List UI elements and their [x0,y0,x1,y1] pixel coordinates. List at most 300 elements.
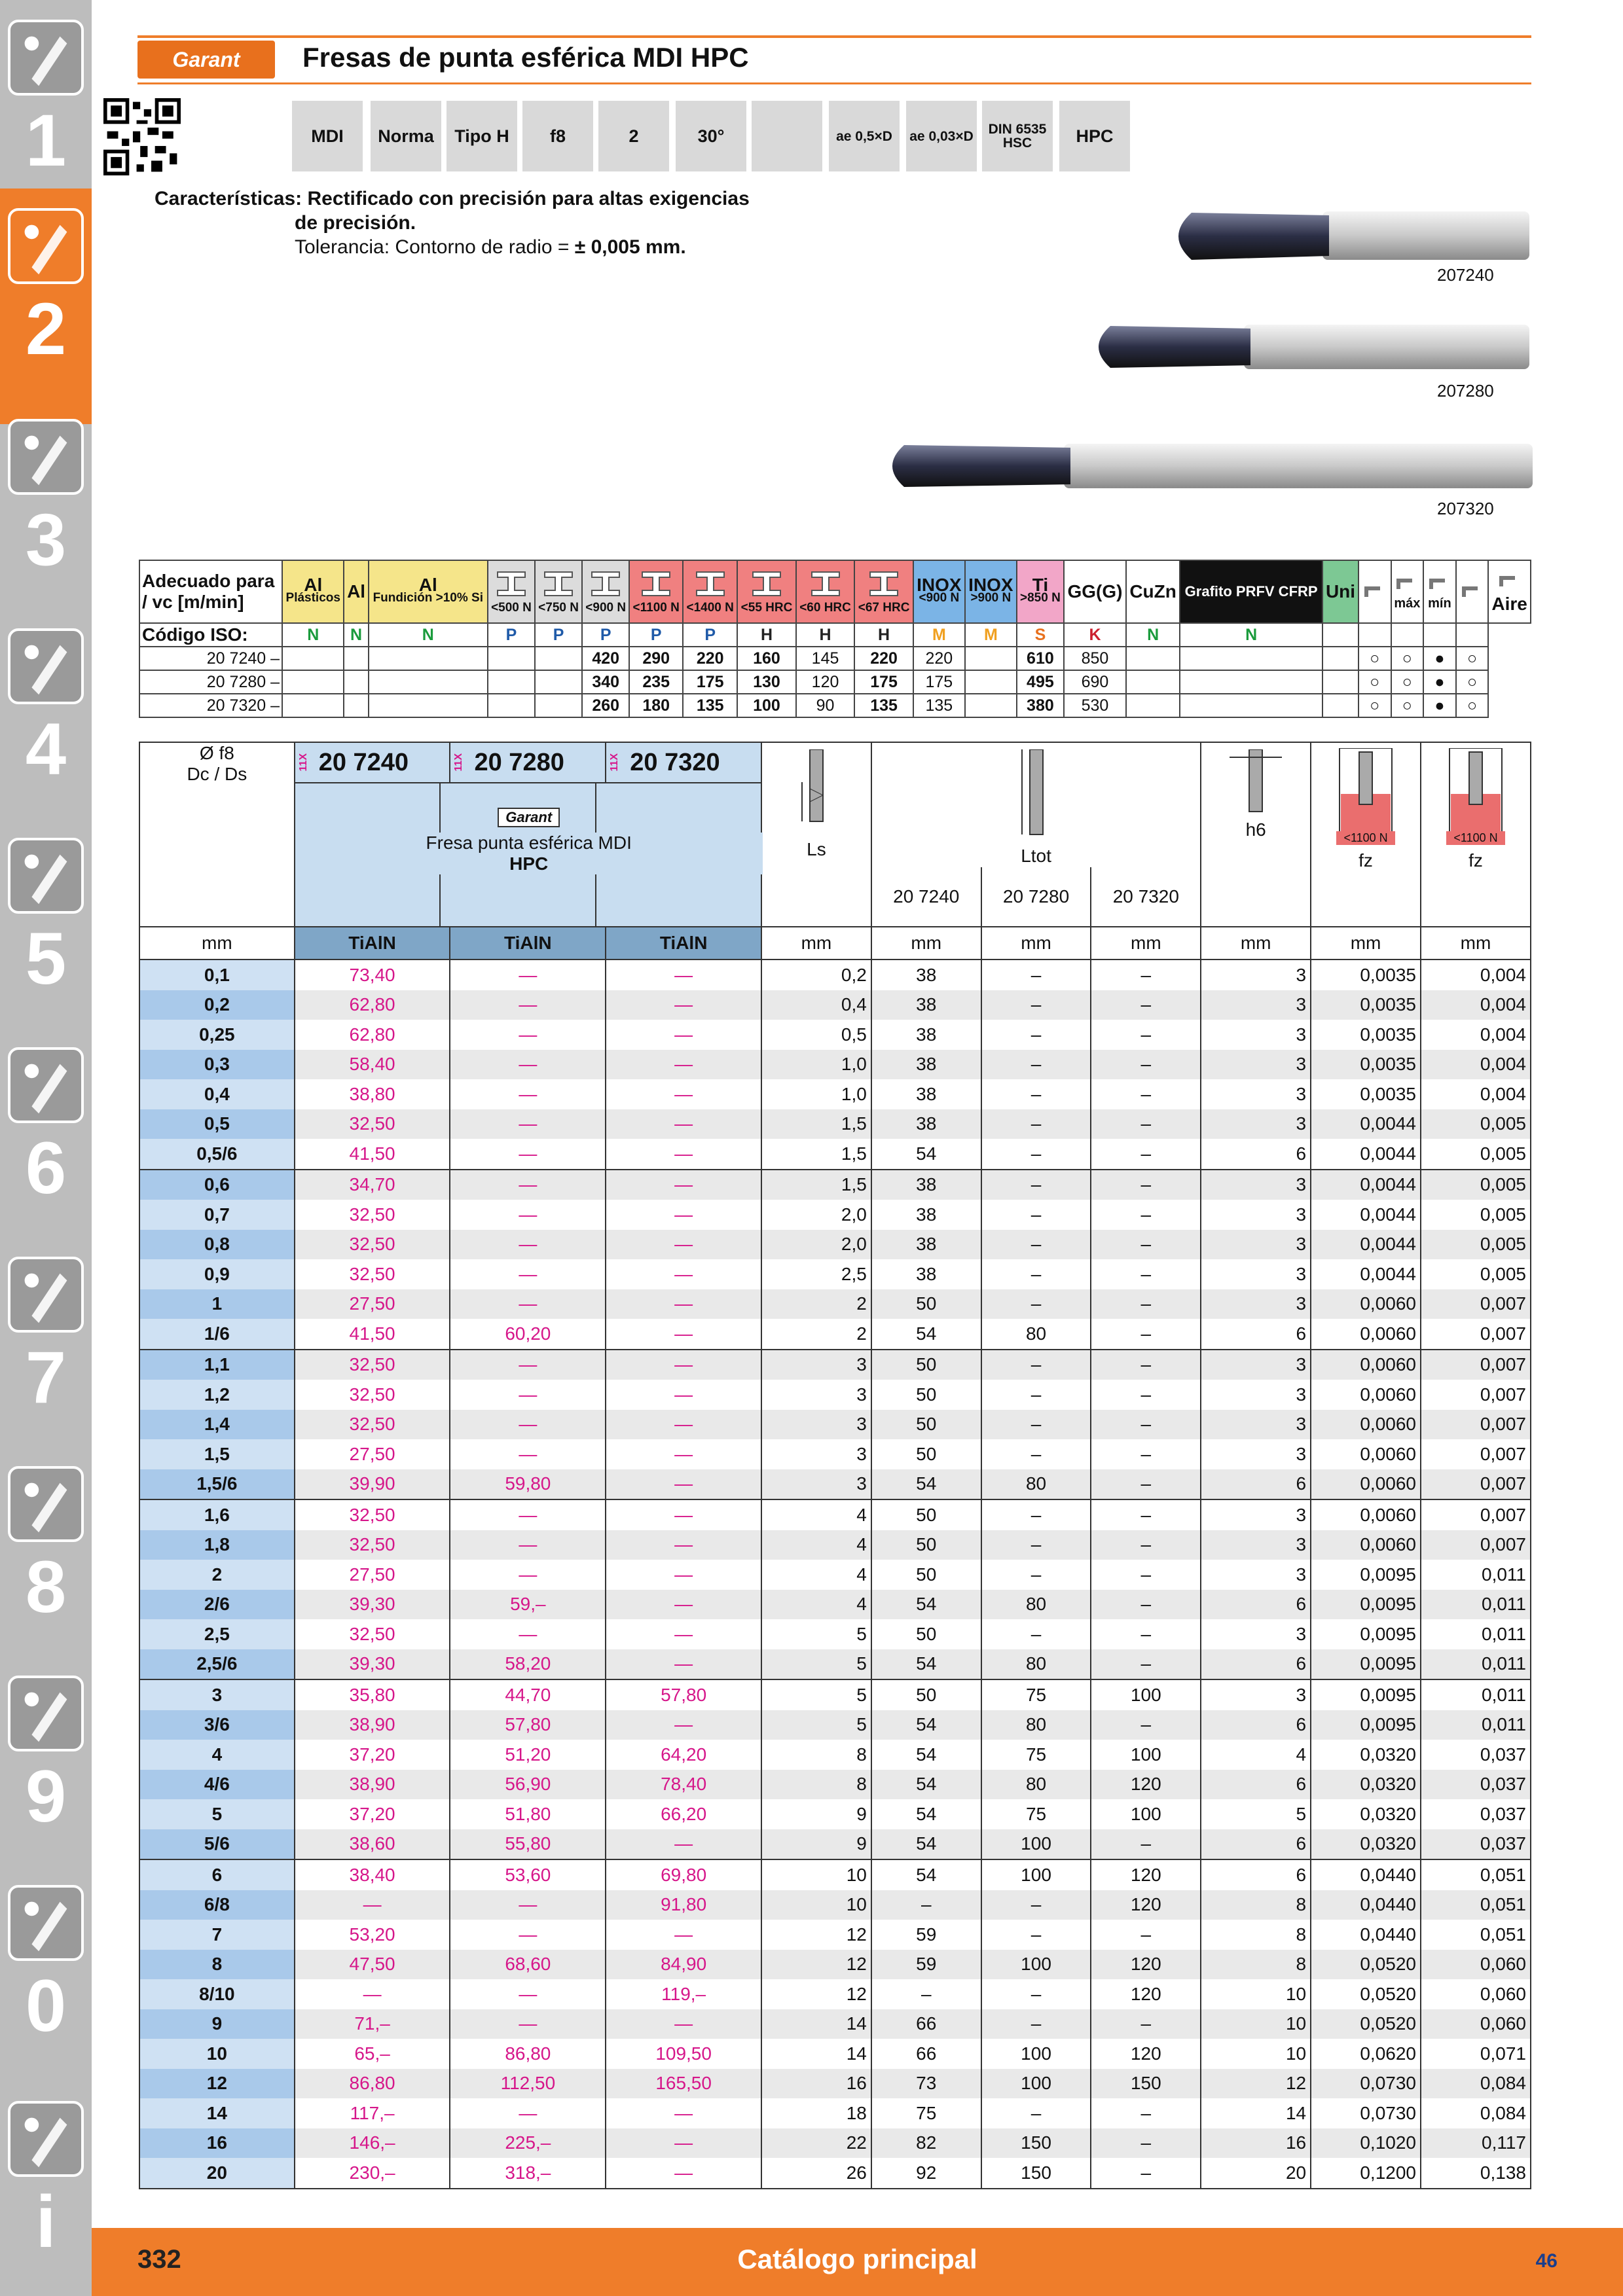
chapter-icon [8,419,84,495]
price-cell[interactable]: — [606,1350,761,1380]
price-cell[interactable]: — [606,2009,761,2039]
price-cell[interactable]: 91,80 [606,1890,761,1920]
dimension-cell: 120 [1091,1859,1201,1890]
diameter-cell: 2,5 [139,1619,295,1649]
table-row[interactable] [139,1619,1531,1649]
dimension-cell: – [981,1020,1091,1050]
price-cell[interactable]: — [606,1230,761,1260]
features-line1: Rectificado con precisión para altas exigencias [307,188,750,209]
dimension-cell: 0,011 [1421,1560,1531,1590]
price-cell[interactable]: — [606,2158,761,2189]
price-cell[interactable]: 32,50 [295,1499,450,1530]
price-cell[interactable]: 44,70 [450,1679,606,1710]
price-cell[interactable]: 37,20 [295,1740,450,1770]
price-cell[interactable]: 27,50 [295,1289,450,1319]
coolant-icon [1427,572,1453,592]
price-cell[interactable]: — [606,1920,761,1950]
price-cell[interactable]: — [606,1170,761,1200]
chapter-tab-4[interactable] [0,609,92,818]
table-row[interactable] [139,1439,1531,1469]
dimension-cell: 100 [981,2039,1091,2069]
symbol-label: DIN 6535 HSC [988,122,1047,151]
price-cell[interactable]: — [606,960,761,990]
price-cell[interactable]: — [606,1439,761,1469]
price-cell[interactable]: 37,20 [295,1799,450,1829]
table-row[interactable] [139,990,1531,1020]
chapter-tab-1[interactable] [0,0,92,209]
dimension-cell: 0,0440 [1311,1890,1421,1920]
table-row[interactable] [139,2128,1531,2159]
steel-beam-icon [750,569,783,598]
dimension-cell: 0,037 [1421,1799,1531,1829]
price-cell[interactable]: 60,20 [450,1319,606,1350]
cutting-speed [369,694,488,717]
table-row[interactable] [139,1319,1531,1350]
price-cell[interactable]: 86,80 [295,2069,450,2099]
chapter-tab-7[interactable] [0,1237,92,1446]
price-cell[interactable]: — [450,1200,606,1230]
dimension-cell: 100 [1091,1740,1201,1770]
material-header [854,560,913,623]
price-cell[interactable]: 38,60 [295,1829,450,1860]
price-cell[interactable]: 58,20 [450,1649,606,1680]
qr-code-icon[interactable] [103,98,181,175]
price-cell[interactable]: 69,80 [606,1859,761,1890]
price-cell[interactable]: — [606,1499,761,1530]
material-header [488,560,535,623]
dimension-table [139,742,1531,2189]
price-cell[interactable]: 51,20 [450,1740,606,1770]
chapter-tab-3[interactable] [0,399,92,609]
dimension-cell: 4 [761,1590,871,1620]
price-cell[interactable]: 225,– [450,2128,606,2159]
price-cell[interactable]: — [450,1499,606,1530]
price-cell[interactable]: 86,80 [450,2039,606,2069]
dimension-cell: 0,0060 [1311,1410,1421,1440]
price-cell[interactable]: — [450,1350,606,1380]
tool-caption-207280: 207280 [1437,381,1494,401]
table-row[interactable] [139,1289,1531,1319]
dimension-cell: 50 [871,1530,981,1560]
dimension-cell: – [1091,1619,1201,1649]
material-header [1017,560,1064,623]
price-cell[interactable]: 318,– [450,2158,606,2189]
coolant-suitability: ○ [1359,647,1391,670]
table-row[interactable] [139,1950,1531,1980]
price-cell[interactable]: — [450,1439,606,1469]
dimension-cell: 0,0440 [1311,1920,1421,1950]
price-cell[interactable]: — [295,1890,450,1920]
symbol-ae003-icon [906,101,977,171]
price-cell[interactable]: — [450,1410,606,1440]
price-cell[interactable]: 34,70 [295,1170,450,1200]
price-cell[interactable]: 78,40 [606,1770,761,1800]
dimension-cell: 0,007 [1421,1350,1531,1380]
dimension-cell: – [871,1890,981,1920]
table-row[interactable] [139,1259,1531,1289]
table-row[interactable] [139,1020,1531,1050]
price-cell[interactable]: 32,50 [295,1380,450,1410]
dimension-cell: – [1091,1410,1201,1440]
price-cell[interactable]: — [606,1560,761,1590]
price-cell[interactable]: — [606,1530,761,1560]
price-cell[interactable]: — [450,1079,606,1109]
material-header [737,560,796,623]
table-row[interactable] [139,1799,1531,1829]
price-cell[interactable]: — [606,1710,761,1740]
dimension-cell: – [981,1499,1091,1530]
price-cell[interactable]: 55,80 [450,1829,606,1860]
price-cell[interactable]: 58,40 [295,1050,450,1080]
coolant-label: Aire [1491,593,1527,614]
price-cell[interactable]: — [450,1050,606,1080]
price-cell[interactable]: — [450,1979,606,2009]
dimension-cell: 20 [1201,2158,1311,2189]
price-cell[interactable]: 57,80 [450,1710,606,1740]
price-cell[interactable]: — [606,1829,761,1860]
article-number[interactable]: 20 7280 [474,748,564,776]
article-number[interactable]: 20 7240 [318,748,409,776]
dimension-cell: 120 [1091,1890,1201,1920]
price-cell[interactable]: — [606,1590,761,1620]
table-row[interactable] [139,1109,1531,1139]
price-cell[interactable]: 51,80 [450,1799,606,1829]
table-row[interactable] [139,1859,1531,1890]
dimension-cell: 100 [981,2069,1091,2099]
price-cell[interactable]: — [606,2128,761,2159]
chapter-tab-9[interactable] [0,1656,92,1865]
price-cell[interactable]: — [606,1079,761,1109]
price-cell[interactable]: 59,80 [450,1469,606,1500]
dimension-cell: 0,0035 [1311,960,1421,990]
suitability-row-label: 20 7280 – [139,670,282,694]
price-cell[interactable]: 39,30 [295,1590,450,1620]
price-cell[interactable]: 73,40 [295,960,450,990]
diameter-cell: 12 [139,2069,295,2099]
cutting-speed [1126,670,1180,694]
dimension-cell: 82 [871,2128,981,2159]
length-ltot-icon [1017,749,1056,841]
cutting-speed [282,670,344,694]
price-cell[interactable]: — [606,1319,761,1350]
chapter-tab-6[interactable] [0,1028,92,1237]
price-cell[interactable]: 68,60 [450,1950,606,1980]
price-cell[interactable]: — [606,2098,761,2128]
price-cell[interactable]: 146,– [295,2128,450,2159]
price-cell[interactable]: 59,– [450,1590,606,1620]
chapter-tab-info[interactable] [0,2081,92,2296]
price-cell[interactable]: — [450,1380,606,1410]
price-cell[interactable]: 66,20 [606,1799,761,1829]
dimension-cell: 0,011 [1421,1649,1531,1680]
footer-title: Catálogo principal [737,2244,977,2274]
dimension-cell: 0,0060 [1311,1319,1421,1350]
dimension-cell: 120 [1091,1770,1201,1800]
diameter-cell: 0,4 [139,1079,295,1109]
price-cell[interactable]: 109,50 [606,2039,761,2069]
price-cell[interactable]: 32,50 [295,1350,450,1380]
price-cell[interactable]: — [450,990,606,1020]
price-cell[interactable]: 117,– [295,2098,450,2128]
dimension-cell: 6 [1201,1590,1311,1620]
table-row[interactable] [139,2039,1531,2069]
table-row[interactable] [139,960,1531,990]
diameter-cell: 5/6 [139,1829,295,1860]
cutting-speed: 100 [737,694,796,717]
price-cell[interactable]: — [606,1289,761,1319]
price-cell[interactable]: — [606,1619,761,1649]
diameter-cell: 20 [139,2158,295,2189]
price-cell[interactable]: 71,– [295,2009,450,2039]
dimension-cell: 0,005 [1421,1139,1531,1170]
dimension-cell: 0,1200 [1311,2158,1421,2189]
table-row[interactable] [139,1740,1531,1770]
table-row[interactable] [139,1200,1531,1230]
iso-code: P [488,623,535,647]
price-cell[interactable]: — [450,960,606,990]
price-cell[interactable]: 38,40 [295,1859,450,1890]
price-cell[interactable]: 32,50 [295,1410,450,1440]
dimension-cell: 50 [871,1499,981,1530]
dimension-cell: 10 [761,1890,871,1920]
price-cell[interactable]: — [450,2009,606,2039]
dimension-cell: 3 [1201,1170,1311,1200]
suitability-row-label: 20 7240 – [139,647,282,670]
dimension-cell: – [1091,1829,1201,1860]
material-header [1180,560,1322,623]
price-cell[interactable]: — [450,1530,606,1560]
price-cell[interactable]: — [606,1020,761,1050]
chapter-tab-2[interactable] [0,188,92,424]
cutting-speed [282,647,344,670]
table-row[interactable] [139,1890,1531,1920]
material-name: CuZn [1129,581,1176,601]
price-cell[interactable]: — [450,1139,606,1170]
features-block [155,187,750,259]
table-row[interactable] [139,2069,1531,2099]
price-cell[interactable]: 32,50 [295,1109,450,1139]
price-cell[interactable]: 32,50 [295,1259,450,1289]
diameter-cell: 8/10 [139,1979,295,2009]
cutting-speed: 175 [854,670,913,694]
price-cell[interactable]: 39,30 [295,1649,450,1680]
price-cell[interactable]: 35,80 [295,1679,450,1710]
table-row[interactable] [139,1590,1531,1620]
table-row[interactable] [139,2158,1531,2189]
dimension-cell: 38 [871,1230,981,1260]
price-cell[interactable]: — [606,1380,761,1410]
iso-code: N [1180,623,1322,647]
table-row[interactable] [139,1170,1531,1200]
table-row[interactable] [139,1350,1531,1380]
price-cell[interactable]: — [606,1139,761,1170]
dimension-cell: – [981,1259,1091,1289]
price-cell[interactable]: 32,50 [295,1200,450,1230]
table-row[interactable] [139,1499,1531,1530]
cutting-speed [1180,694,1322,717]
chapter-tab-8[interactable] [0,1446,92,1656]
table-row[interactable] [139,1710,1531,1740]
material-header [683,560,737,623]
price-cell[interactable]: — [450,1170,606,1200]
price-cell[interactable]: 38,90 [295,1710,450,1740]
price-cell[interactable]: — [606,990,761,1020]
dimension-cell: 0,0730 [1311,2098,1421,2128]
cutting-speed [344,694,368,717]
price-cell[interactable]: — [450,2098,606,2128]
price-cell[interactable]: — [606,1259,761,1289]
price-cell[interactable]: 165,50 [606,2069,761,2099]
dimension-cell: 120 [1091,1979,1201,2009]
chapter-number: 7 [25,1336,67,1418]
price-cell[interactable]: 27,50 [295,1439,450,1469]
price-cell[interactable]: 65,– [295,2039,450,2069]
price-cell[interactable]: 119,– [606,1979,761,2009]
diameter-label: Ø f8 [199,743,234,763]
price-cell[interactable]: 56,90 [450,1770,606,1800]
cutting-speed: 135 [683,694,737,717]
price-cell[interactable]: 32,50 [295,1230,450,1260]
diameter-cell: 0,2 [139,990,295,1020]
dimension-cell: – [981,1079,1091,1109]
price-cell[interactable]: 112,50 [450,2069,606,2099]
price-cell[interactable]: — [450,1230,606,1260]
price-cell[interactable]: 38,90 [295,1770,450,1800]
chapter-number: 8 [25,1546,67,1628]
table-row[interactable] [139,1230,1531,1260]
price-cell[interactable]: 53,60 [450,1859,606,1890]
table-row[interactable] [139,1469,1531,1500]
dimension-cell: 6 [1201,1319,1311,1350]
price-cell[interactable]: 84,90 [606,1950,761,1980]
price-cell[interactable]: 64,20 [606,1740,761,1770]
chapter-tab-5[interactable] [0,818,92,1028]
article-number[interactable]: 20 7320 [630,748,720,776]
price-cell[interactable]: — [450,1109,606,1139]
dimension-cell: 3 [1201,1259,1311,1289]
price-cell[interactable]: 38,80 [295,1079,450,1109]
diameter-cell: 16 [139,2128,295,2159]
coolant-suitability: ● [1423,647,1456,670]
table-row[interactable] [139,1649,1531,1680]
price-cell[interactable]: — [606,1109,761,1139]
dimension-cell: 22 [761,2128,871,2159]
dimension-cell: 54 [871,1649,981,1680]
price-cell[interactable]: — [450,1920,606,1950]
price-cell[interactable]: 57,80 [606,1679,761,1710]
price-cell[interactable]: — [606,1469,761,1500]
table-row[interactable] [139,1410,1531,1440]
steel-beam-icon [495,569,528,598]
material-header [796,560,855,623]
price-cell[interactable]: 32,50 [295,1530,450,1560]
price-cell[interactable]: 32,50 [295,1619,450,1649]
dimension-cell: 0,007 [1421,1410,1531,1440]
price-cell[interactable]: 47,50 [295,1950,450,1980]
dimension-cell: 0,0520 [1311,2009,1421,2039]
dimension-cell: 80 [981,1590,1091,1620]
cutting-speed [488,694,535,717]
dimension-cell: 9 [761,1799,871,1829]
price-cell[interactable]: — [450,1020,606,1050]
price-cell[interactable]: — [606,1649,761,1680]
price-cell[interactable]: — [606,1050,761,1080]
iso-code: N [344,623,368,647]
price-cell[interactable]: 62,80 [295,1020,450,1050]
dc-ds-label: Dc / Ds [187,764,247,784]
diameter-cell: 1/6 [139,1319,295,1350]
price-cell[interactable]: 41,50 [295,1139,450,1170]
price-cell[interactable]: 230,– [295,2158,450,2189]
dimension-cell: 0,007 [1421,1469,1531,1500]
dimension-cell: 50 [871,1410,981,1440]
chapter-icon [8,1885,84,1961]
cutting-speed: 260 [582,694,629,717]
table-row[interactable] [139,2009,1531,2039]
steel-beam-icon [542,569,575,598]
price-cell[interactable]: — [450,1619,606,1649]
price-cell[interactable]: 62,80 [295,990,450,1020]
table-row[interactable] [139,1079,1531,1109]
table-row[interactable] [139,1560,1531,1590]
price-cell[interactable]: 39,90 [295,1469,450,1500]
table-row[interactable] [139,1380,1531,1410]
table-row[interactable] [139,1979,1531,2009]
iso-code: H [737,623,796,647]
dimension-cell: 0,060 [1421,2009,1531,2039]
material-name: Ti [1032,575,1049,595]
dimension-cell: 0,084 [1421,2069,1531,2099]
dimension-cell: – [1091,1499,1201,1530]
price-cell[interactable]: — [606,1410,761,1440]
cutting-speed: 180 [629,694,683,717]
cutting-speed [1126,694,1180,717]
price-cell[interactable]: 41,50 [295,1319,450,1350]
dimension-cell: 0,0060 [1311,1530,1421,1560]
table-row[interactable] [139,1679,1531,1710]
price-cell[interactable]: 53,20 [295,1920,450,1950]
price-cell[interactable]: — [450,1560,606,1590]
price-cell[interactable]: — [450,1259,606,1289]
cutting-speed: 145 [796,647,855,670]
dimension-cell: 0,0620 [1311,2039,1421,2069]
material-name: Al [347,581,366,601]
dimension-cell: 0,0095 [1311,1710,1421,1740]
table-row[interactable] [139,1920,1531,1950]
dimension-cell: 6 [1201,1770,1311,1800]
dimension-cell: 0,0060 [1311,1380,1421,1410]
chapter-tab-0[interactable] [0,1865,92,2075]
table-row[interactable] [139,1770,1531,1800]
table-row[interactable] [139,1050,1531,1080]
material-spec: <1400 N [686,600,734,615]
iso-code: N [1126,623,1180,647]
dimension-cell: 1,0 [761,1050,871,1080]
price-cell[interactable]: 27,50 [295,1560,450,1590]
dimension-cell: 80 [981,1319,1091,1350]
price-cell[interactable]: — [606,1200,761,1230]
material-spec: >850 N [1020,591,1061,605]
table-row[interactable] [139,1139,1531,1170]
table-row[interactable] [139,1829,1531,1860]
table-row[interactable] [139,1530,1531,1560]
price-cell[interactable]: — [295,1979,450,2009]
table-row[interactable] [139,2098,1531,2128]
dimension-cell: 26 [761,2158,871,2189]
price-cell[interactable]: — [450,1289,606,1319]
dimension-cell: 80 [981,1649,1091,1680]
price-cell[interactable]: — [450,1890,606,1920]
